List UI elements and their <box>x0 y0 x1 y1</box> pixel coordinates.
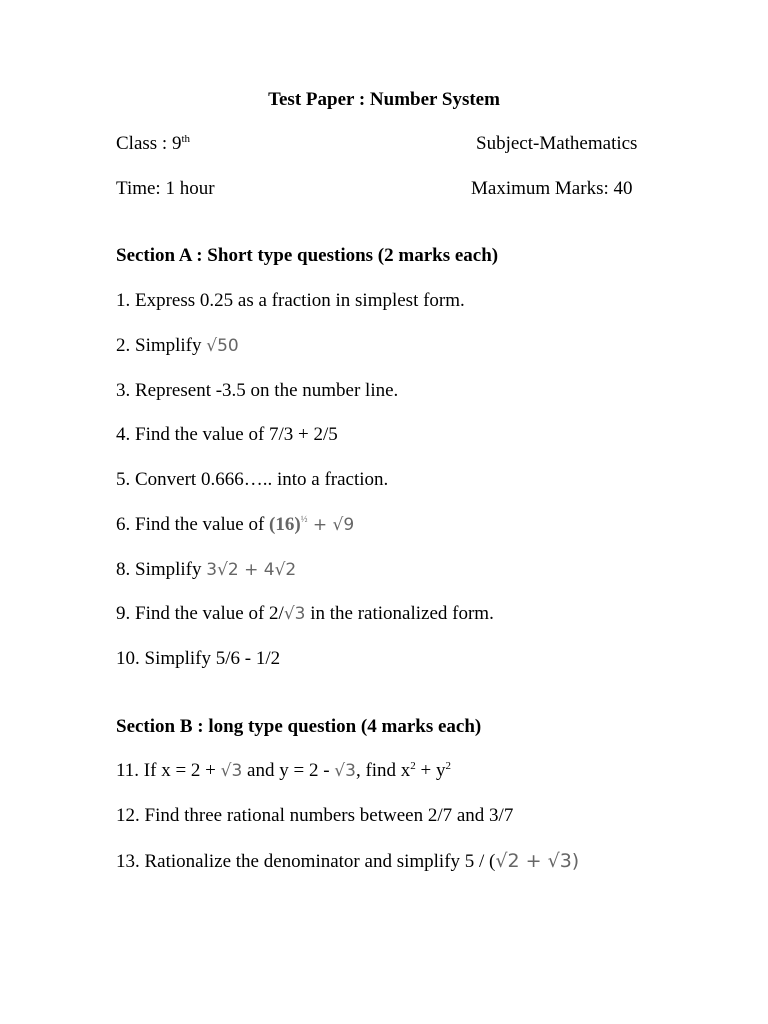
question-11-part-b: and y = 2 - <box>242 760 335 781</box>
question-10: 10. Simplify 5/6 - 1/2 <box>116 648 281 669</box>
time-label: Time: 1 hour <box>116 178 215 199</box>
question-6-exponent: ½ <box>300 514 308 524</box>
max-marks-label: Maximum Marks: 40 <box>471 178 633 199</box>
question-11-sup-1: 2 <box>410 760 416 772</box>
question-6-text: 6. Find the value of <box>116 514 270 535</box>
question-8-math: 3√2 + 4√2 <box>206 560 297 580</box>
question-6-base: (16) <box>269 514 301 535</box>
question-9-rest: in the rationalized form. <box>305 603 494 624</box>
question-2-math: √50 <box>206 336 239 356</box>
class-superscript: th <box>181 133 191 145</box>
question-2 <box>116 334 239 358</box>
section-a-heading: Section A : Short type questions (2 marks each) <box>116 245 499 266</box>
section-b-heading: Section B : long type question (4 marks each) <box>116 716 482 737</box>
question-11-part-c: , find x <box>355 760 411 781</box>
class-label <box>116 132 190 156</box>
page-title: Test Paper : Number System <box>268 89 500 110</box>
question-9-math: √3 <box>283 604 306 624</box>
class-text: Class : 9 <box>116 133 182 154</box>
question-12: 12. Find three rational numbers between 2/7 and 3/7 <box>116 805 514 826</box>
question-11-sup-2: 2 <box>445 760 452 772</box>
question-4: 4. Find the value of 7/3 + 2/5 <box>116 424 338 445</box>
question-8 <box>116 558 296 582</box>
question-13-text: 13. Rationalize the denominator and simplify 5 / ( <box>116 851 496 872</box>
question-11 <box>116 759 451 783</box>
question-6 <box>116 513 354 537</box>
question-11-sqrt-1: √3 <box>220 761 243 781</box>
question-11-sqrt-2: √3 <box>334 761 356 781</box>
subject-label: Subject-Mathematics <box>476 133 638 154</box>
question-8-text: 8. Simplify <box>116 559 207 580</box>
question-3: 3. Represent -3.5 on the number line. <box>116 380 399 401</box>
question-11-part-d: + y <box>415 760 446 781</box>
question-2-text: 2. Simplify <box>116 335 207 356</box>
question-5: 5. Convert 0.666….. into a fraction. <box>116 469 389 490</box>
question-13-math: √2 + √3) <box>495 850 580 872</box>
question-11-part-a: 11. If x = 2 + <box>116 760 221 781</box>
question-9 <box>116 602 494 626</box>
question-13 <box>116 849 579 874</box>
question-6-rest: + √9 <box>307 515 355 535</box>
question-1: 1. Express 0.25 as a fraction in simplest form. <box>116 290 465 311</box>
question-9-text: 9. Find the value of 2/ <box>116 603 284 624</box>
